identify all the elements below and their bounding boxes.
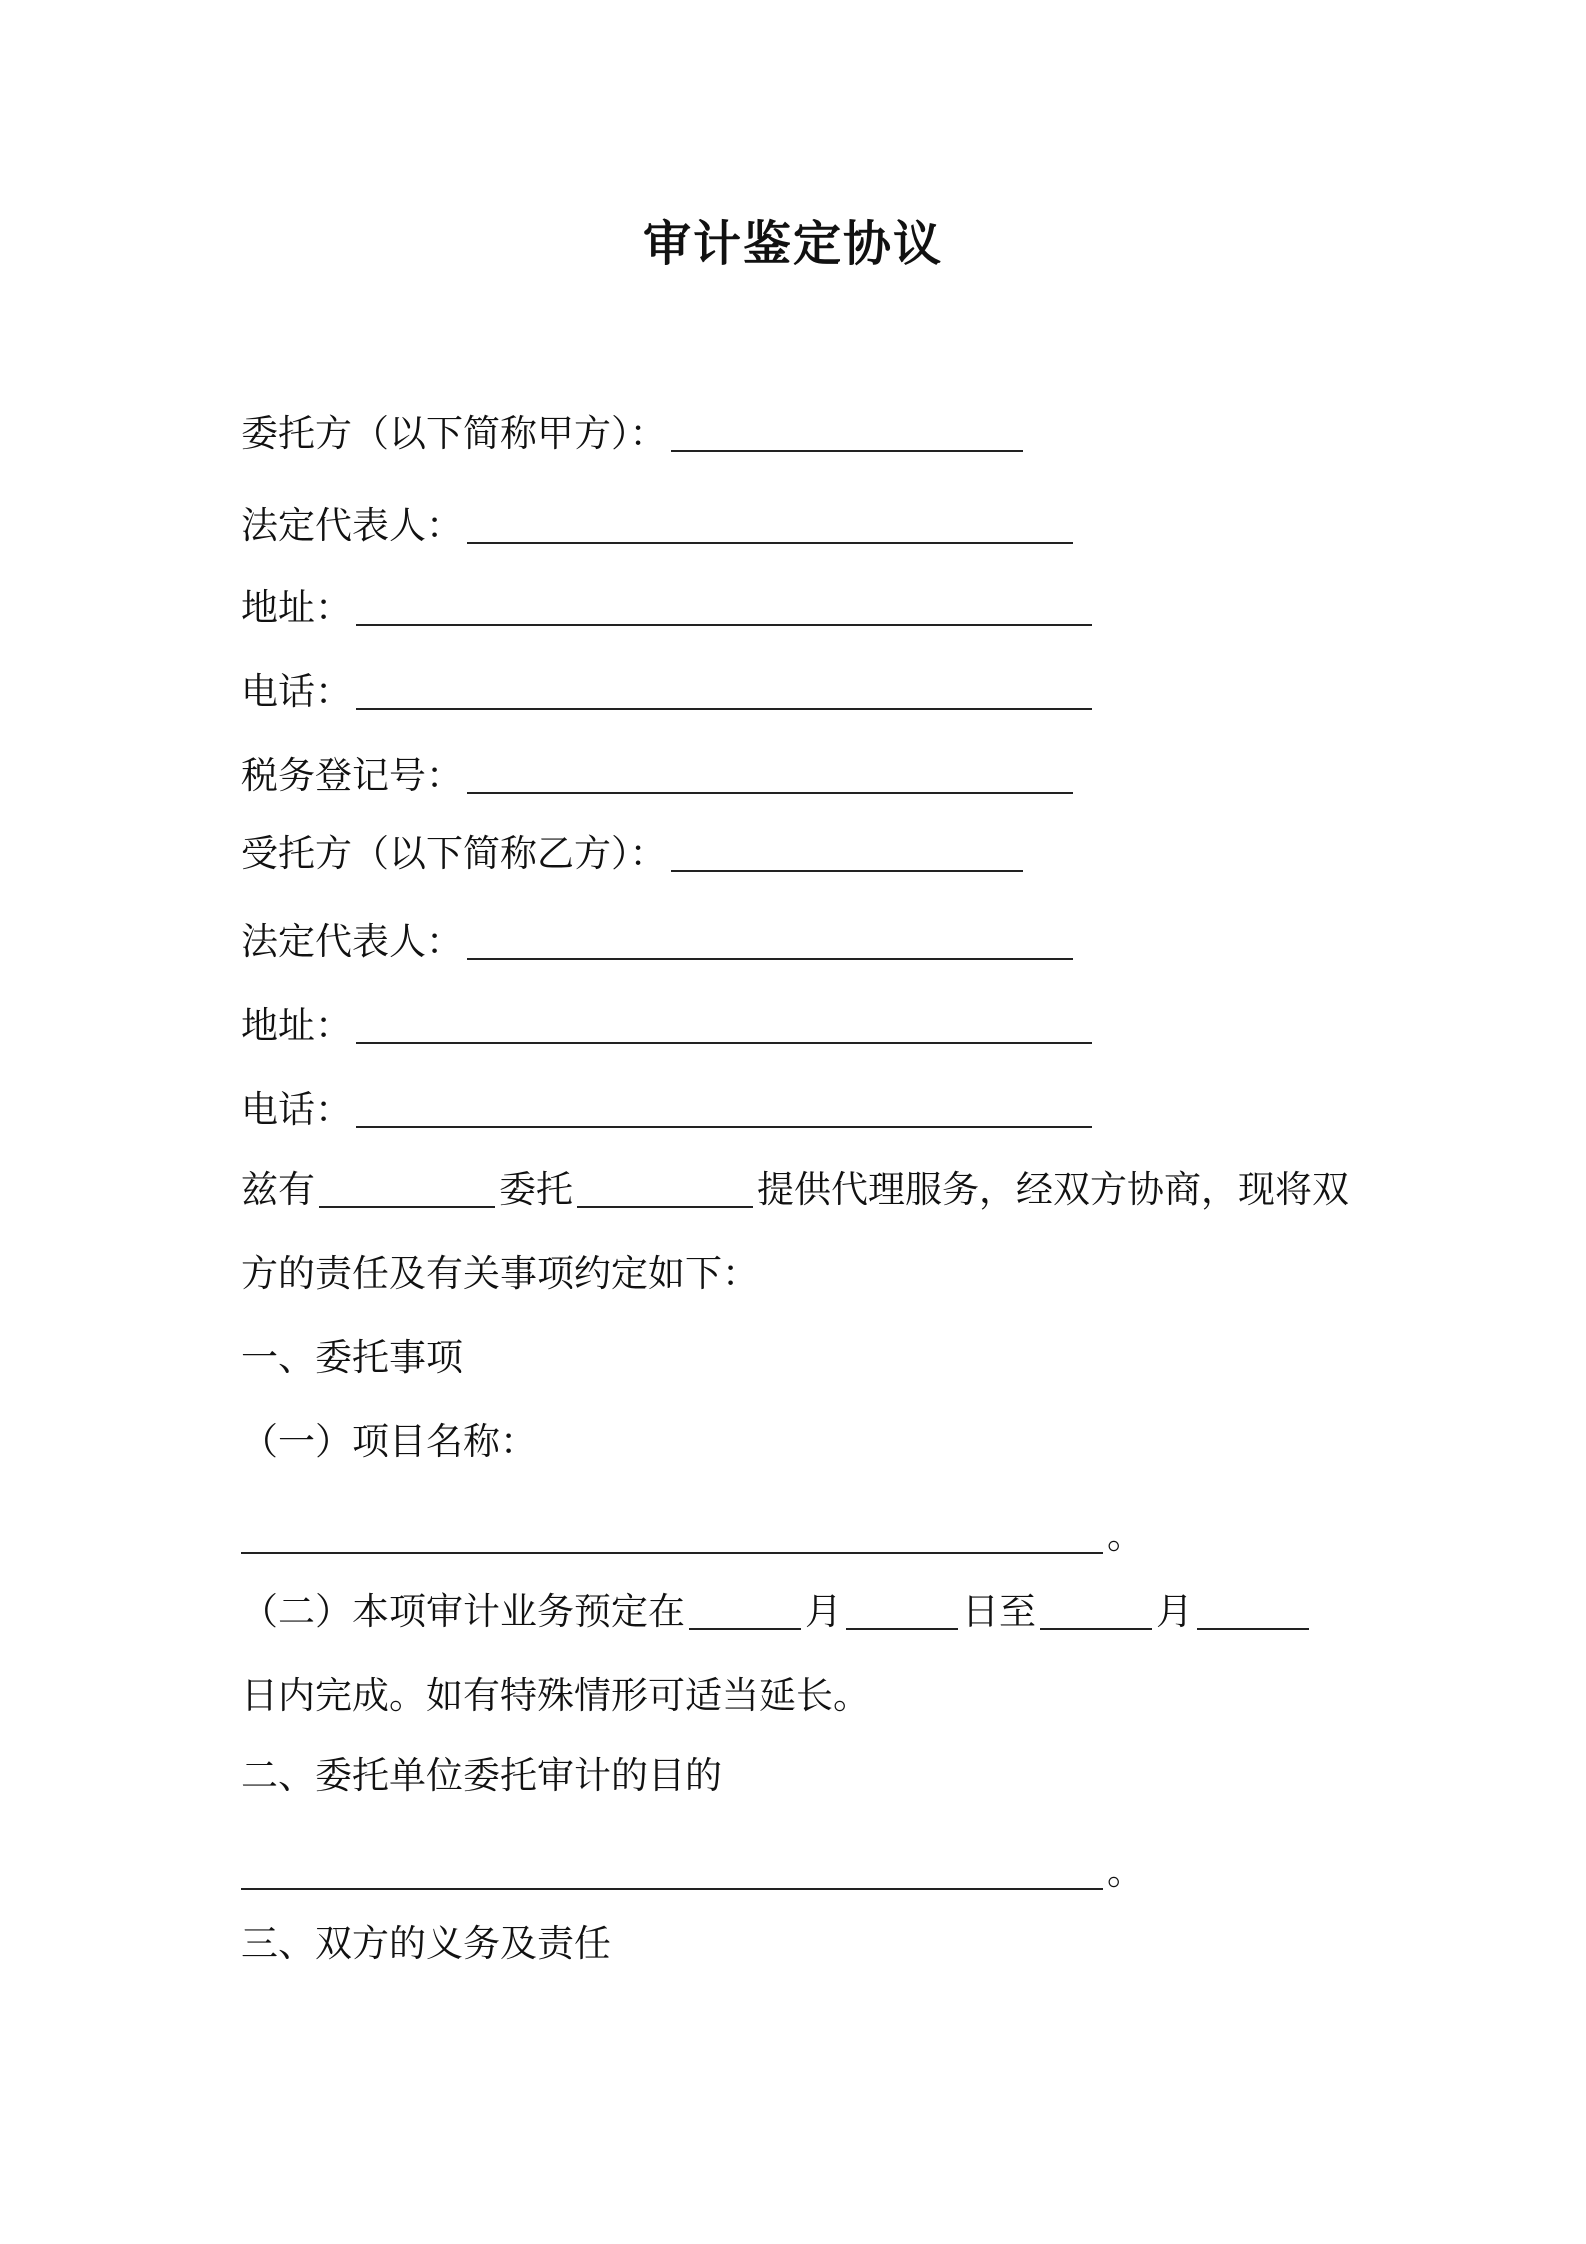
preamble-part3: 提供代理服务，经双方协商，现将双	[757, 1168, 1349, 1211]
party-a-address-label: 地址：	[241, 586, 352, 629]
party-a-tax-line	[241, 752, 1077, 800]
party-a-phone-label: 电话：	[241, 670, 352, 713]
end-day-blank[interactable]	[1197, 1594, 1309, 1630]
section-1-item-2-day1: 日至	[962, 1590, 1036, 1633]
party-b-label: 受托方（以下简称乙方）：	[241, 832, 667, 875]
party-b-blank[interactable]	[671, 836, 1023, 872]
party-b-address-label: 地址：	[241, 1004, 352, 1047]
party-b-legal-rep-blank[interactable]	[467, 924, 1073, 960]
document-title: 审计鉴定协议	[642, 216, 943, 272]
party-a-phone-line	[241, 668, 1096, 716]
party-b-line	[241, 830, 1027, 878]
party-b-address-blank[interactable]	[356, 1008, 1092, 1044]
section-1-item-2-month1: 月	[805, 1590, 842, 1633]
section-1-item-2	[241, 1588, 1313, 1636]
preamble-blank-1[interactable]	[319, 1172, 495, 1208]
party-a-label: 委托方（以下简称甲方）：	[241, 412, 667, 455]
preamble-part2: 委托	[499, 1168, 573, 1211]
section-3-heading	[241, 1920, 611, 1968]
section-1-item-2-part1: （二）本项审计业务预定在	[241, 1590, 685, 1633]
party-a-legal-rep-line	[241, 502, 1077, 550]
party-b-legal-rep-line	[241, 918, 1077, 966]
party-b-phone-line	[241, 1086, 1096, 1134]
section-1-item-2-line-2	[241, 1672, 870, 1720]
preamble-blank-2[interactable]	[577, 1172, 753, 1208]
preamble-line-2	[241, 1250, 759, 1298]
party-b-legal-rep-label: 法定代表人：	[241, 920, 463, 963]
section-1-item-1-label: （一）项目名称：	[241, 1420, 537, 1463]
start-month-blank[interactable]	[689, 1594, 801, 1630]
audit-purpose-blank[interactable]	[241, 1854, 1103, 1890]
section-2-heading	[241, 1752, 722, 1800]
section-2-fill-line	[241, 1848, 1144, 1896]
section-2-heading-text: 二、委托单位委托审计的目的	[241, 1754, 722, 1797]
section-1-item-1-end: 。	[1107, 1514, 1144, 1557]
section-1-item-2-line2-text: 日内完成。如有特殊情形可适当延长。	[241, 1674, 870, 1717]
section-1-heading	[241, 1334, 463, 1382]
section-1-item-1	[241, 1418, 537, 1466]
party-a-address-blank[interactable]	[356, 590, 1092, 626]
party-b-address-line	[241, 1002, 1096, 1050]
preamble-part1: 兹有	[241, 1168, 315, 1211]
section-1-heading-text: 一、委托事项	[241, 1336, 463, 1379]
section-1-item-1-fill-line	[241, 1512, 1144, 1560]
preamble-line-1	[241, 1166, 1349, 1214]
party-a-line	[241, 410, 1027, 458]
party-a-tax-blank[interactable]	[467, 758, 1073, 794]
preamble-line2-text: 方的责任及有关事项约定如下：	[241, 1252, 759, 1295]
end-month-blank[interactable]	[1040, 1594, 1152, 1630]
party-a-address-line	[241, 584, 1096, 632]
party-a-blank[interactable]	[671, 416, 1023, 452]
section-1-item-2-month2: 月	[1156, 1590, 1193, 1633]
section-3-heading-text: 三、双方的义务及责任	[241, 1922, 611, 1965]
party-b-phone-label: 电话：	[241, 1088, 352, 1131]
party-a-phone-blank[interactable]	[356, 674, 1092, 710]
party-a-legal-rep-label: 法定代表人：	[241, 504, 463, 547]
section-2-end: 。	[1107, 1850, 1144, 1893]
start-day-blank[interactable]	[846, 1594, 958, 1630]
party-a-legal-rep-blank[interactable]	[467, 508, 1073, 544]
party-a-tax-label: 税务登记号：	[241, 754, 463, 797]
party-b-phone-blank[interactable]	[356, 1092, 1092, 1128]
project-name-blank[interactable]	[241, 1518, 1103, 1554]
